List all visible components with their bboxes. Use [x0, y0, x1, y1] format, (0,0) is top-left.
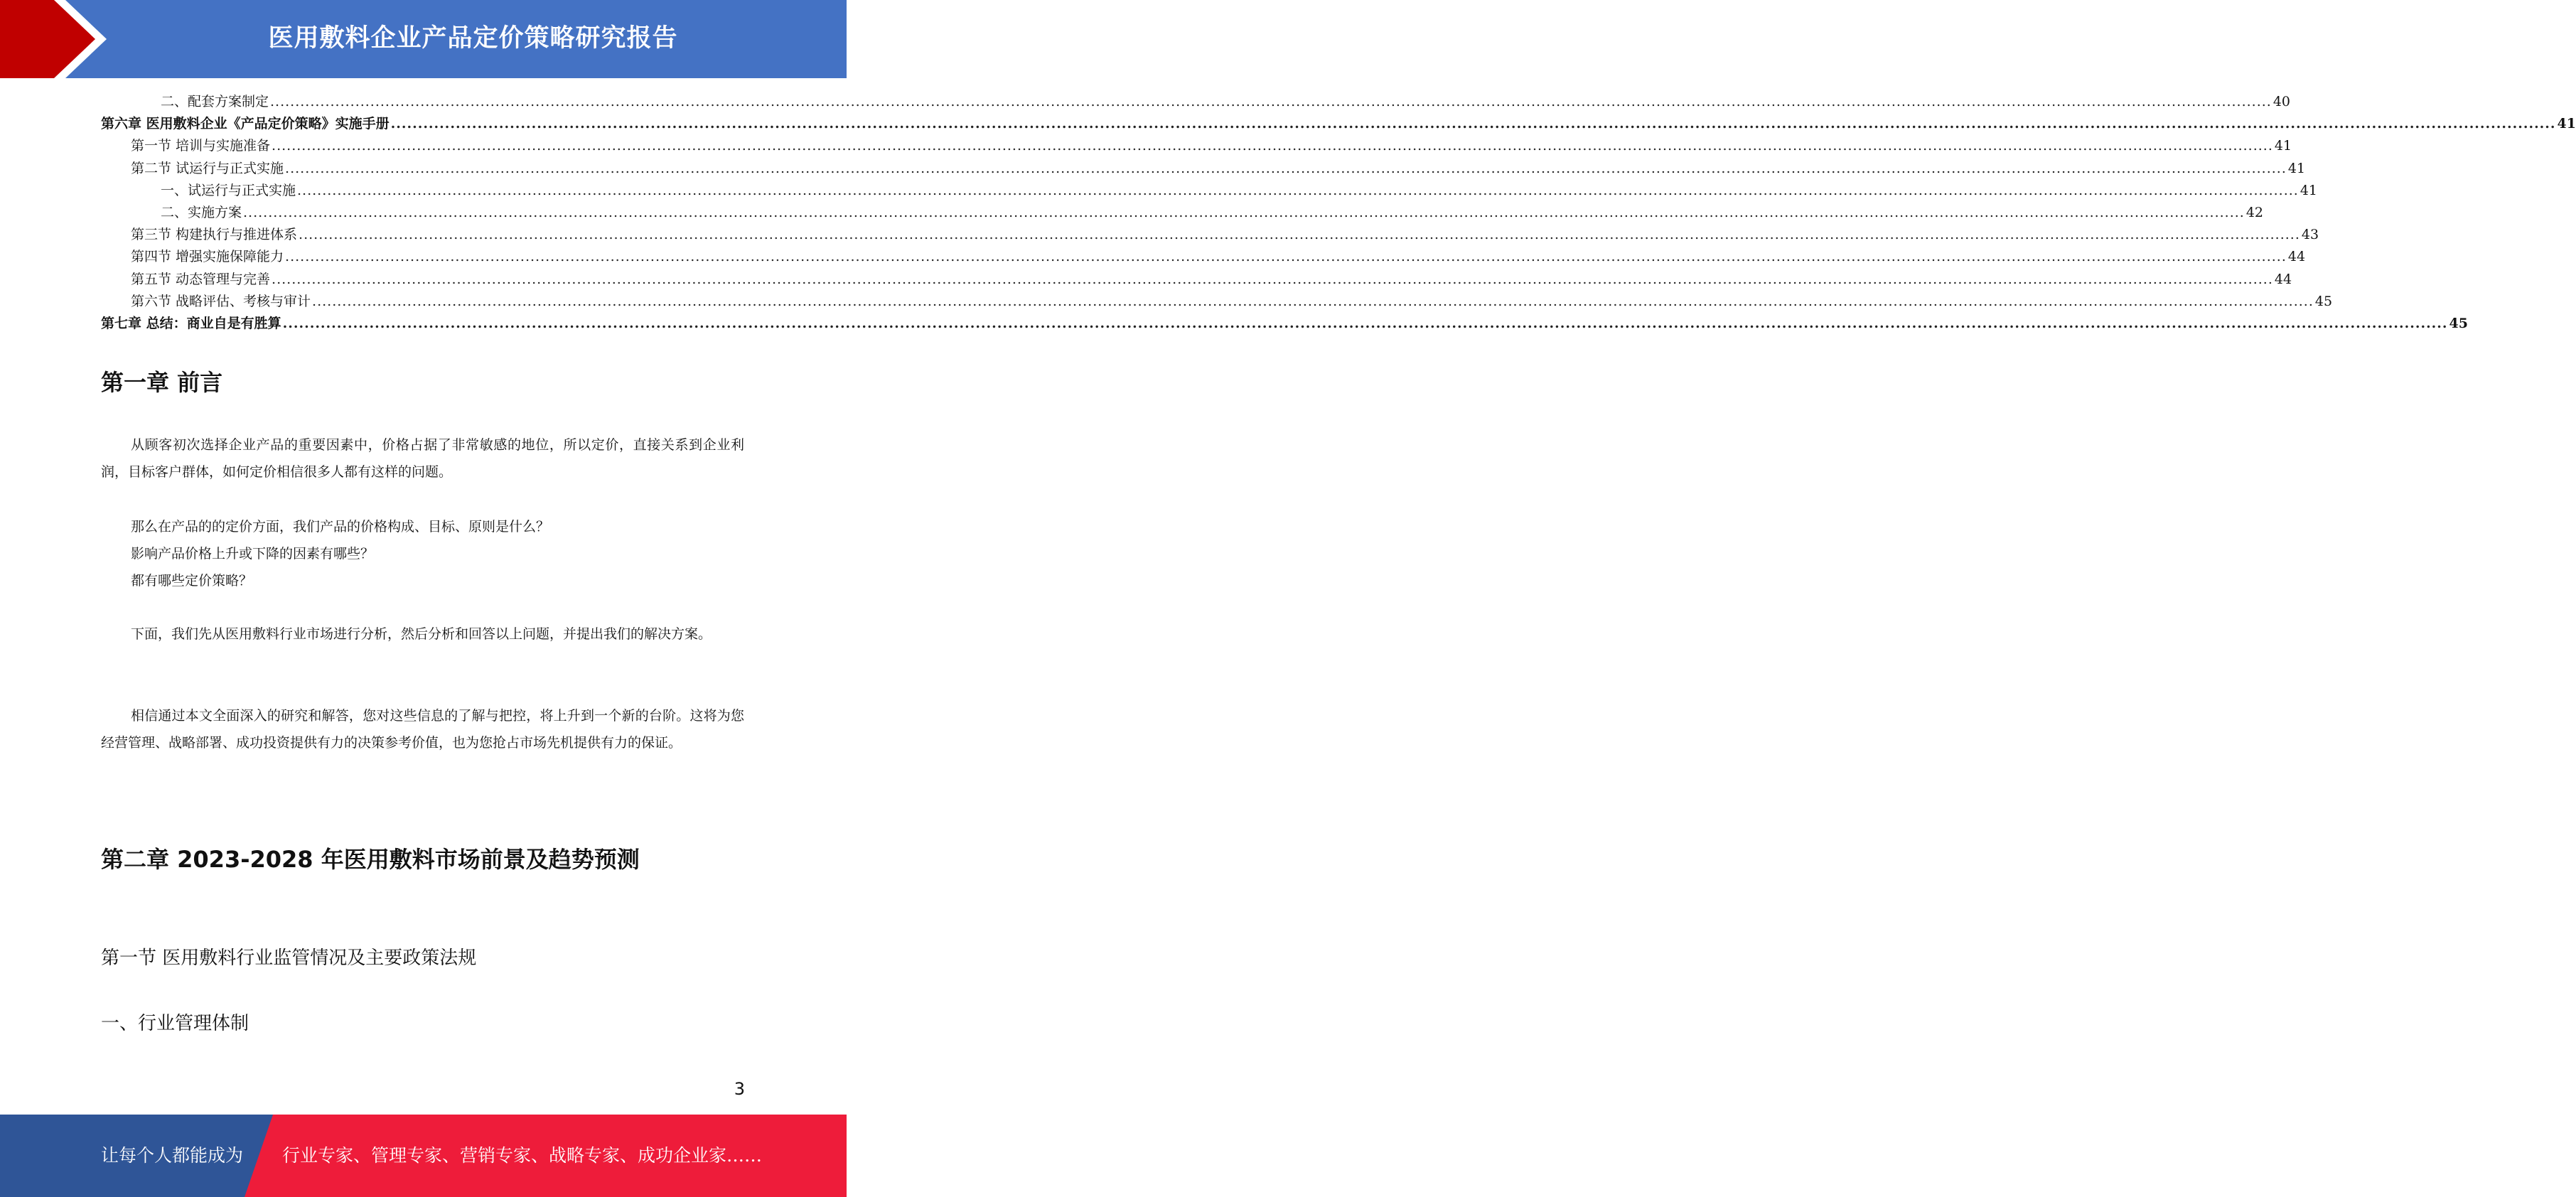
toc-entry-title: 一、试运行与正式实施 — [161, 182, 296, 198]
toc-dot-leader: ................................................................................................................................................................................................................................................................................................................................................................................................................ — [282, 315, 2448, 331]
toc-entry[interactable] — [101, 135, 2292, 157]
chapter-1-paragraph-2: 下面，我们先从医用敷料行业市场进行分析，然后分析和回答以上问题，并提出我们的解决方案。 — [131, 626, 712, 642]
chapter-1-paragraph-3: 相信通过本文全面深入的研究和解答，您对这些信息的了解与把控，将上升到一个新的台阶。这将为您经营管理、战略部署、成功投资提供有力的决策参考价值，也为您抢占市场先机提供有力的保证。 — [101, 708, 744, 751]
toc-entry-page: 45 — [2449, 315, 2468, 331]
toc-dot-leader: ................................................................................................................................................................................................................................................................................................................................................................................................................ — [312, 293, 2314, 309]
section-1-heading: 第一节 医用敷料行业监管情况及主要政策法规 — [101, 948, 477, 969]
toc-entry-page: 41 — [2299, 182, 2318, 198]
toc-entry[interactable] — [101, 202, 2264, 224]
toc-dot-leader: ................................................................................................................................................................................................................................................................................................................................................................................................................ — [285, 160, 2287, 176]
question-line-1: 那么在产品的的定价方面，我们产品的价格构成、目标、原则是什么？ — [131, 519, 550, 535]
toc-dot-leader: ................................................................................................................................................................................................................................................................................................................................................................................................................ — [285, 249, 2287, 265]
toc-entry[interactable] — [101, 224, 2319, 246]
toc-entry-title: 二、实施方案 — [161, 204, 242, 220]
toc-entry[interactable] — [101, 246, 2306, 268]
toc-dot-leader: ................................................................................................................................................................................................................................................................................................................................................................................................................ — [297, 182, 2299, 198]
chapter-1-paragraph-1: 从顾客初次选择企业产品的重要因素中，价格占据了非常敏感的地位，所以定价，直接关系到企业利润，目标客户群体，如何定价相信很多人都有这样的问题。 — [101, 437, 744, 480]
toc-entry-page: 41 — [2274, 138, 2292, 154]
chapter-1-heading: 第一章 前言 — [101, 369, 223, 396]
toc-dot-leader: ................................................................................................................................................................................................................................................................................................................................................................................................................ — [243, 204, 2245, 220]
toc-entry-title: 第六章 医用敷料企业《产品定价策略》实施手册 — [101, 116, 390, 132]
footer-slogan-left: 让每个人都能成为 — [101, 1145, 244, 1166]
toc-entry[interactable] — [101, 158, 2306, 180]
toc-entry[interactable] — [101, 269, 2292, 291]
chapter-2-heading: 第二章 2023-2028 年医用敷料市场前景及趋势预测 — [101, 846, 640, 873]
toc-entry-title: 第二节 试运行与正式实施 — [131, 160, 284, 176]
header-chevron-decoration — [0, 0, 114, 78]
toc-entry-page: 40 — [2272, 94, 2291, 109]
toc-entry[interactable] — [101, 313, 2468, 335]
toc-entry-title: 第三节 构建执行与推进体系 — [131, 227, 298, 243]
toc-entry-title: 第五节 动态管理与完善 — [131, 271, 271, 287]
subsection-1-heading: 一、行业管理体制 — [101, 1013, 249, 1034]
table-of-contents — [101, 91, 2576, 335]
toc-dot-leader: ................................................................................................................................................................................................................................................................................................................................................................................................................ — [272, 138, 2273, 154]
toc-entry-page: 44 — [2274, 271, 2292, 287]
report-title: 医用敷料企业产品定价策略研究报告 — [268, 24, 678, 53]
toc-entry-title: 第六节 战略评估、考核与审计 — [131, 293, 311, 309]
toc-entry[interactable] — [101, 91, 2291, 113]
question-line-2: 影响产品价格上升或下降的因素有哪些？ — [131, 546, 375, 562]
toc-entry[interactable] — [101, 180, 2318, 202]
footer-slogan-right: 行业专家、管理专家、营销专家、战略专家、成功企业家…… — [282, 1145, 763, 1166]
page-number: 3 — [734, 1079, 745, 1099]
toc-dot-leader: ................................................................................................................................................................................................................................................................................................................................................................................................................ — [270, 94, 2272, 109]
toc-entry-page: 45 — [2314, 293, 2333, 309]
toc-entry[interactable] — [101, 291, 2333, 313]
toc-entry-page: 44 — [2287, 249, 2306, 265]
toc-dot-leader: ................................................................................................................................................................................................................................................................................................................................................................................................................ — [299, 227, 2300, 243]
page-header — [0, 0, 847, 78]
toc-entry[interactable] — [101, 113, 2576, 135]
toc-entry-page: 41 — [2287, 160, 2306, 176]
toc-entry-title: 第一节 培训与实施准备 — [131, 138, 271, 154]
toc-dot-leader: ................................................................................................................................................................................................................................................................................................................................................................................................................ — [390, 116, 2556, 132]
toc-entry-title: 第四节 增强实施保障能力 — [131, 249, 284, 265]
page-footer — [0, 1115, 847, 1197]
toc-entry-title: 二、配套方案制定 — [161, 94, 269, 109]
question-line-3: 都有哪些定价策略？ — [131, 573, 253, 589]
toc-entry-page: 42 — [2245, 204, 2264, 220]
toc-entry-title: 第七章 总结：商业自是有胜算 — [101, 315, 281, 331]
toc-entry-page: 43 — [2301, 227, 2319, 243]
toc-dot-leader: ................................................................................................................................................................................................................................................................................................................................................................................................................ — [272, 271, 2273, 287]
toc-entry-page: 41 — [2557, 116, 2576, 132]
